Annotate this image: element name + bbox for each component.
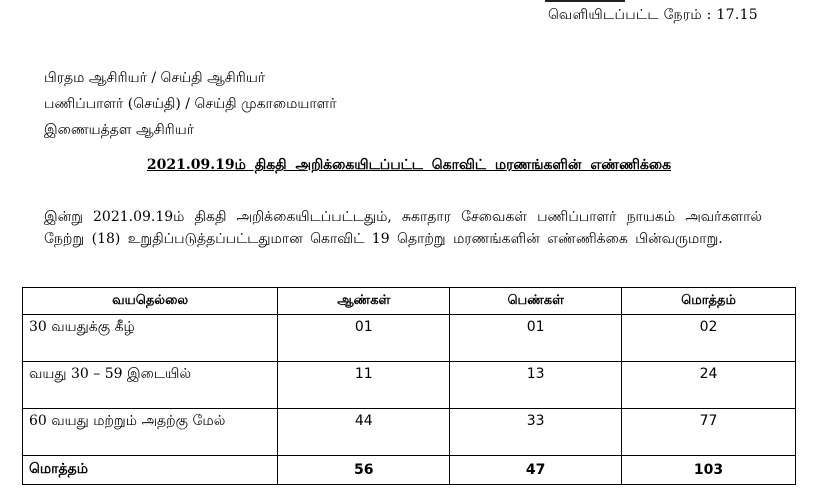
age-range-cell: வயது 30 – 59 இடையில்	[23, 362, 278, 409]
addressee-chief-editor: பிரதம ஆசிரியர் / செய்தி ஆசிரியர்	[44, 70, 266, 86]
male-count-cell: 44	[278, 409, 450, 456]
female-count-cell: 01	[450, 315, 622, 362]
female-count-cell: 33	[450, 409, 622, 456]
header-female: பெண்கள்	[450, 288, 622, 315]
grand-total-cell: 103	[622, 456, 796, 485]
total-male-cell: 56	[278, 456, 450, 485]
table-header-row	[23, 288, 796, 315]
addressee-web-editor: இணையத்தள ஆசிரியர்	[44, 122, 195, 138]
table-row	[23, 315, 796, 362]
male-count-cell: 01	[278, 315, 450, 362]
age-range-cell: 60 வயது மற்றும் அதற்கு மேல்	[23, 409, 278, 456]
header-age-range: வயதெல்லை	[23, 288, 278, 315]
addressee-list	[44, 65, 337, 143]
total-label-cell: மொத்தம்	[23, 456, 278, 485]
total-count-cell: 77	[622, 409, 796, 456]
age-range-cell: 30 வயதுக்கு கீழ்	[23, 315, 278, 362]
covid-deaths-table	[22, 287, 796, 485]
header-total: மொத்தம்	[622, 288, 796, 315]
total-count-cell: 24	[622, 362, 796, 409]
addressee-news-director: பணிப்பாளர் (செய்தி) / செய்தி முகாமையாளர்	[44, 96, 337, 112]
table-total-row	[23, 456, 796, 485]
intro-paragraph: இன்று 2021.09.19ம் திகதி அறிக்கையிடப்பட்டதும், சுகாதார சேவைகள் பணிப்பாளர் நாயகம் அவர்களால் நேற்று (18) உறுதிப்படுத்தப்பட்டதுமான கொவிட் 19 தொற்று மரணங்களின் எண்ணிக்கை பின்வருமாறு.	[44, 209, 762, 247]
header-underline	[545, 0, 625, 2]
document-title: 2021.09.19ம் திகதி அறிக்கையிடப்பட்ட கொவிட் மரணங்களின் எண்ணிக்கை	[146, 157, 672, 173]
total-count-cell: 02	[622, 315, 796, 362]
table-row	[23, 409, 796, 456]
female-count-cell: 13	[450, 362, 622, 409]
header-male: ஆண்கள்	[278, 288, 450, 315]
table-row	[23, 362, 796, 409]
release-time: வெளியிடப்பட்ட நேரம் : 17.15	[548, 7, 758, 23]
total-female-cell: 47	[450, 456, 622, 485]
male-count-cell: 11	[278, 362, 450, 409]
